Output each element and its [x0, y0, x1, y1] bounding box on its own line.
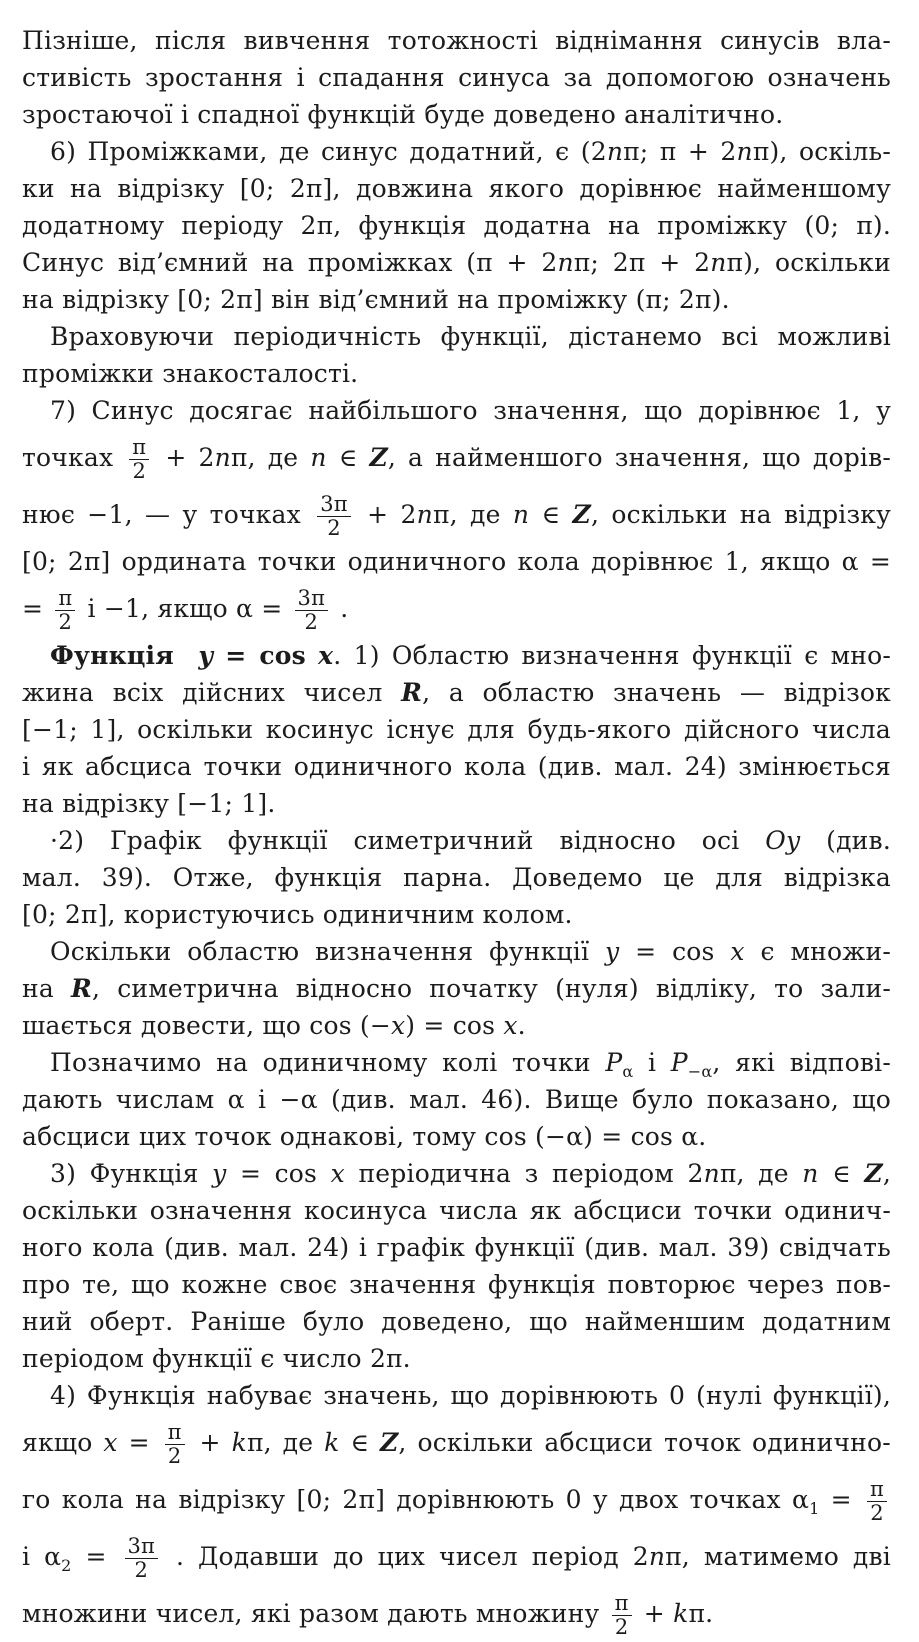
text-line: Оскільки областю визначення функції y = cos x є множи- [50, 937, 891, 966]
formula-line: нює −1, — у точках $\frac{3\pi}{2}$ + 2nπ, де n ∈ Z, оскільки на відрізку [22, 492, 892, 540]
item-7-line: 7) Синус досягає найбільшого значення, що дорівнює 1, у [50, 396, 891, 425]
text-line: додатному періоду 2π, функція додатна на проміжку (0; π). [22, 211, 891, 240]
text-line: оскільки означення косинуса числа як абсциси точки одинич- [22, 1196, 891, 1225]
text-line: [−1; 1], оскільки косинус існує для будь-якого дійсного числа [22, 715, 891, 744]
text-line: мал. 39). Отже, функція парна. Доведемо це для відрізка [22, 863, 891, 892]
text-line: Синус від’ємний на проміжках (π + 2nπ; 2π + 2nπ), оскільки [22, 248, 891, 277]
fraction-3pi-over-2: $\frac{3\pi}{2}$ [317, 493, 351, 540]
text-line: [0; 2π], користуючись одиничним колом. [22, 900, 573, 929]
text-line: стивість зростання і спадання синуса за допомогою означень [22, 63, 891, 92]
text-line: дають числам α і −α (див. мал. 46). Вище було показано, що [22, 1085, 891, 1114]
text-line: [0; 2π] ордината точки одиничного кола дорівнює 1, якщо α = [22, 547, 891, 576]
text-line: Пізніше, після вивчення тотожності віднімання синусів вла- [22, 26, 891, 55]
text-line: зростаючої і спадної функцій буде доведено аналітично. [22, 100, 784, 129]
text-line: Враховуючи періодичність функції, дістанемо всі можливі [50, 322, 891, 351]
formula-line: і $\alpha_2$ = $\frac{3\pi}{2}$ . Додавши до цих чисел період 2nπ, матимемо дві [22, 1534, 891, 1582]
text-line: на R, симетрична відносно початку (нуля) відліку, то зали- [22, 974, 891, 1003]
text-line: ного кола (див. мал. 24) і графік функції (див. мал. 39) свідчать [22, 1233, 891, 1262]
formula-line: точках $\frac{\pi}{2}$ + 2nπ, де n ∈ Z, а найменшого значення, що дорів- [22, 435, 892, 483]
text-line: Позначимо на одиничному колі точки $P_\alpha$ і $P_{-\alpha}$, які відпові- [50, 1048, 892, 1081]
fraction-pi-over-2: $\frac{\pi}{2}$ [129, 436, 149, 483]
text-line: абсциси цих точок однакові, тому cos (−α) = cos α. [22, 1122, 707, 1151]
item-4-line: 4) Функція набуває значень, що дорівнюють 0 (нулі функції), [50, 1381, 891, 1410]
formula-line: множини чисел, які разом дають множину $\frac{\pi}{2}$ + kπ. [22, 1591, 714, 1639]
text-line: на відрізку [−1; 1]. [22, 789, 276, 818]
text-line: ки на відрізку [0; 2π], довжина якого дорівнює найменшому [22, 174, 891, 203]
fraction-pi-over-2: $\frac{\pi}{2}$ [165, 1421, 185, 1468]
formula-line: якщо x = $\frac{\pi}{2}$ + kπ, де k ∈ Z, оскільки абсциси точок одинично- [22, 1420, 891, 1468]
fraction-3pi-over-2: $\frac{3\pi}{2}$ [125, 1535, 159, 1582]
fraction-pi-over-2: $\frac{\pi}{2}$ [867, 1478, 887, 1525]
text-line: жина всіх дійсних чисел R, а областю значень — відрізок [22, 678, 891, 707]
item-3-line: 3) Функція y = cos x періодична з періодом 2nπ, де n ∈ Z, [50, 1159, 891, 1188]
item-2-line: ·2) Графік функції симетричний відносно осі Oy (див. [50, 826, 891, 855]
text-line: і як абсциса точки одиничного кола (див. мал. 24) змінюється [22, 752, 891, 781]
formula-line: го кола на відрізку [0; 2π] дорівнюють 0 у двох точках $\alpha_1$ = $\frac{\pi}{2}$ [22, 1471, 891, 1528]
formula-line: = $\frac{\pi}{2}$ і −1, якщо α = $\frac{3\pi}{2}$ . [22, 586, 349, 634]
text-line: проміжки знакосталості. [22, 359, 359, 388]
item-6-line: 6) Проміжками, де синус додатний, є (2nπ; π + 2nπ), оскіль- [50, 137, 892, 166]
text-line: на відрізку [0; 2π] він від’ємний на проміжку (π; 2π). [22, 285, 730, 314]
text-line: про те, що кожне своє значення функція повторює через пов- [22, 1270, 891, 1299]
fraction-pi-over-2: $\frac{\pi}{2}$ [55, 587, 75, 634]
cos-function-heading-line: Функція y = cos x. 1) Областю визначення функції є мно- [50, 641, 891, 670]
fraction-3pi-over-2: $\frac{3\pi}{2}$ [295, 587, 329, 634]
fraction-pi-over-2: $\frac{\pi}{2}$ [612, 1592, 632, 1639]
text-line: шається довести, що cos (−x) = cos x. [22, 1011, 526, 1040]
text-line: періодом функції є число 2π. [22, 1344, 411, 1373]
text-line: ний оберт. Раніше було доведено, що найменшим додатним [22, 1307, 891, 1336]
